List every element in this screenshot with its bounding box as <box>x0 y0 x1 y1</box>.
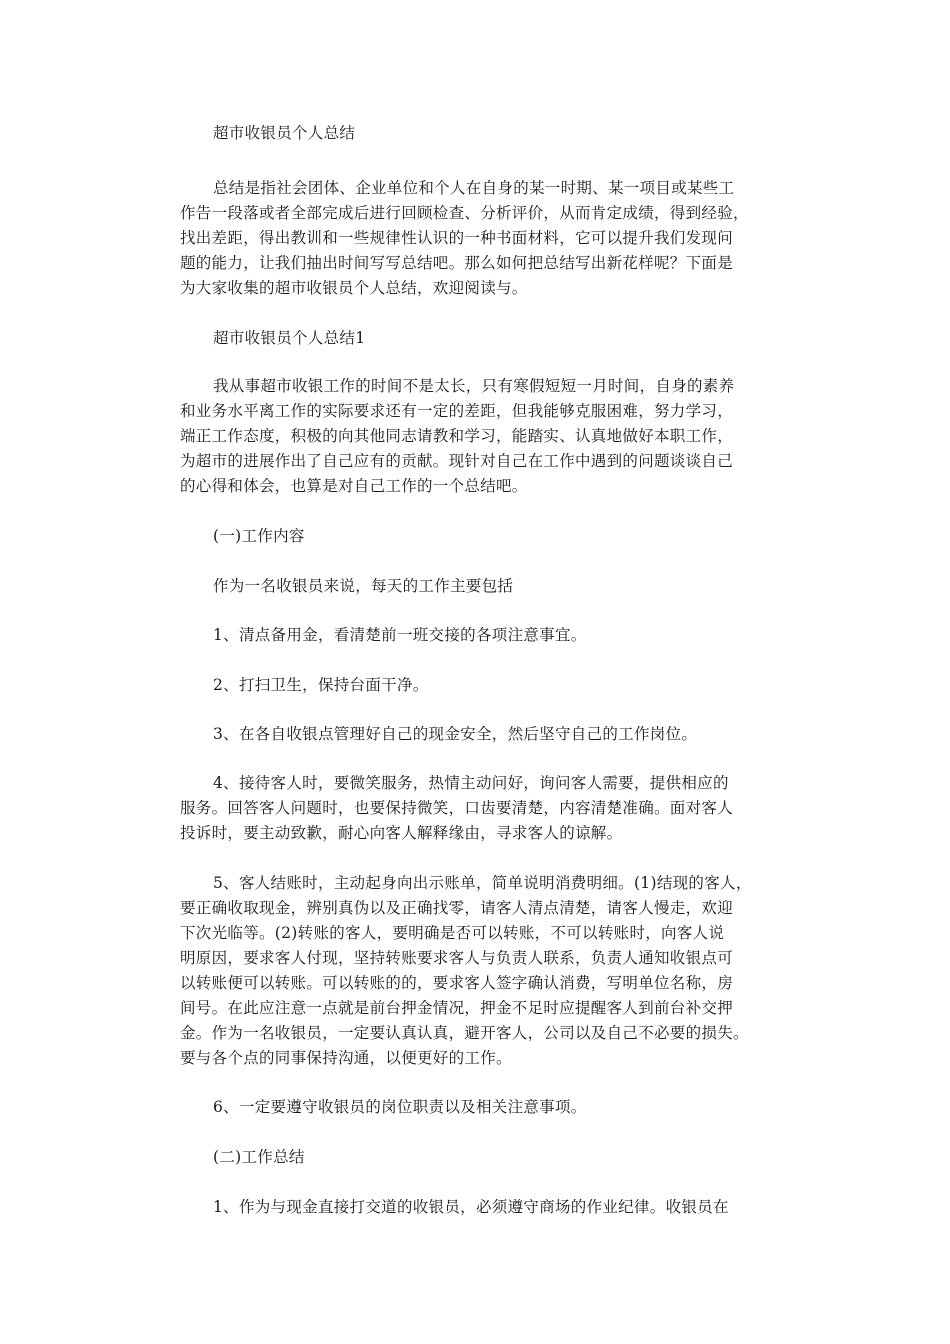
list-item <box>180 1195 785 1220</box>
paragraph-line: 5、客人结账时，主动起身向出示账单，简单说明消费明细。(1)结现的客人， <box>213 874 752 892</box>
list-item-text: 2、打扫卫生，保持台面干净。 <box>213 676 429 694</box>
paragraph-line: 金。作为一名收银员，一定要认真认真，避开客人，公司以及自己不必要的损失。 <box>180 1024 749 1042</box>
intro-paragraph <box>180 176 785 301</box>
paragraph-line: 间号。在此应注意一点就是前台押金情况，押金不足时应提醒客人到前台补交押 <box>180 999 734 1017</box>
subsection-heading-text: (一)工作内容 <box>213 527 305 545</box>
paragraph-line: 服务。回答客人问题时，也要保持微笑，口齿要清楚，内容清楚准确。面对客人 <box>180 799 734 817</box>
paragraph-line: 要正确收取现金，辨别真伪以及正确找零，请客人清点清楚，请客人慢走，欢迎 <box>180 899 734 917</box>
paragraph-line: 以转账便可以转账。可以转账的的，要求客人签字确认消费，写明单位名称，房 <box>180 974 734 992</box>
title-text: 超市收银员个人总结 <box>213 124 356 142</box>
list-item <box>180 771 785 846</box>
paragraph-line: 题的能力，让我们抽出时间写写总结吧。那么如何把总结写出新花样呢？下面是 <box>180 254 734 272</box>
paragraph-line: 为大家收集的超市收银员个人总结，欢迎阅读与。 <box>180 279 528 297</box>
list-item-text: 6、一定要遵守收银员的岗位职责以及相关注意事项。 <box>213 1098 587 1116</box>
paragraph-line: 和业务水平离工作的实际要求还有一定的差距，但我能够克服困难，努力学习， <box>180 402 734 420</box>
list-item <box>180 623 785 648</box>
subsection-heading <box>180 1145 785 1170</box>
experience-paragraph <box>180 374 785 499</box>
paragraph-line: 下次光临等。(2)转账的客人，要明确是否可以转账，不可以转账时，向客人说 <box>180 924 725 942</box>
list-item <box>180 673 785 698</box>
paragraph-line: 的心得和体会，也算是对自己工作的一个总结吧。 <box>180 477 528 495</box>
paragraph-line: 4、接待客人时，要微笑服务，热情主动问好，询问客人需要，提供相应的 <box>213 774 729 792</box>
list-item <box>180 871 785 1071</box>
list-item-text: 3、在各自收银点管理好自己的现金安全，然后坚守自己的工作岗位。 <box>213 725 698 743</box>
paragraph-line: 总结是指社会团体、企业单位和个人在自身的某一时期、某一项目或某些工 <box>213 179 735 197</box>
section-heading-text: 超市收银员个人总结1 <box>213 329 366 347</box>
subsection-heading-text: (二)工作总结 <box>213 1148 305 1166</box>
work-content-intro <box>180 574 785 599</box>
list-item-text: 1、清点备用金，看清楚前一班交接的各项注意事宜。 <box>213 626 587 644</box>
subsection-heading <box>180 524 785 549</box>
list-item <box>180 722 785 747</box>
paragraph-line: 明原因，要求客人付现，坚持转账要求客人与负责人联系，负责人通知收银点可 <box>180 949 734 967</box>
list-item <box>180 1095 785 1120</box>
paragraph-line: 端正工作态度，积极的向其他同志请教和学习，能踏实、认真地做好本职工作， <box>180 427 734 445</box>
paragraph-line: 找出差距，得出教训和一些规律性认识的一种书面材料，它可以提升我们发现问 <box>180 229 734 247</box>
section-heading <box>180 326 785 351</box>
document-title <box>180 121 785 146</box>
paragraph-line: 作告一段落或者全部完成后进行回顾检查、分析评价，从而肯定成绩，得到经验， <box>180 204 749 222</box>
paragraph-line: 1、作为与现金直接打交道的收银员，必须遵守商场的作业纪律。收银员在 <box>213 1198 729 1216</box>
paragraph-line: 我从事超市收银工作的时间不是太长，只有寒假短短一月时间，自身的素养 <box>213 377 735 395</box>
paragraph-line: 为超市的进展作出了自己应有的贡献。现针对自己在工作中遇到的问题谈谈自己 <box>180 452 734 470</box>
paragraph-line: 作为一名收银员来说，每天的工作主要包括 <box>213 577 514 595</box>
paragraph-line: 要与各个点的同事保持沟通，以便更好的工作。 <box>180 1049 512 1067</box>
paragraph-line: 投诉时，要主动致歉，耐心向客人解释缘由，寻求客人的谅解。 <box>180 824 623 842</box>
